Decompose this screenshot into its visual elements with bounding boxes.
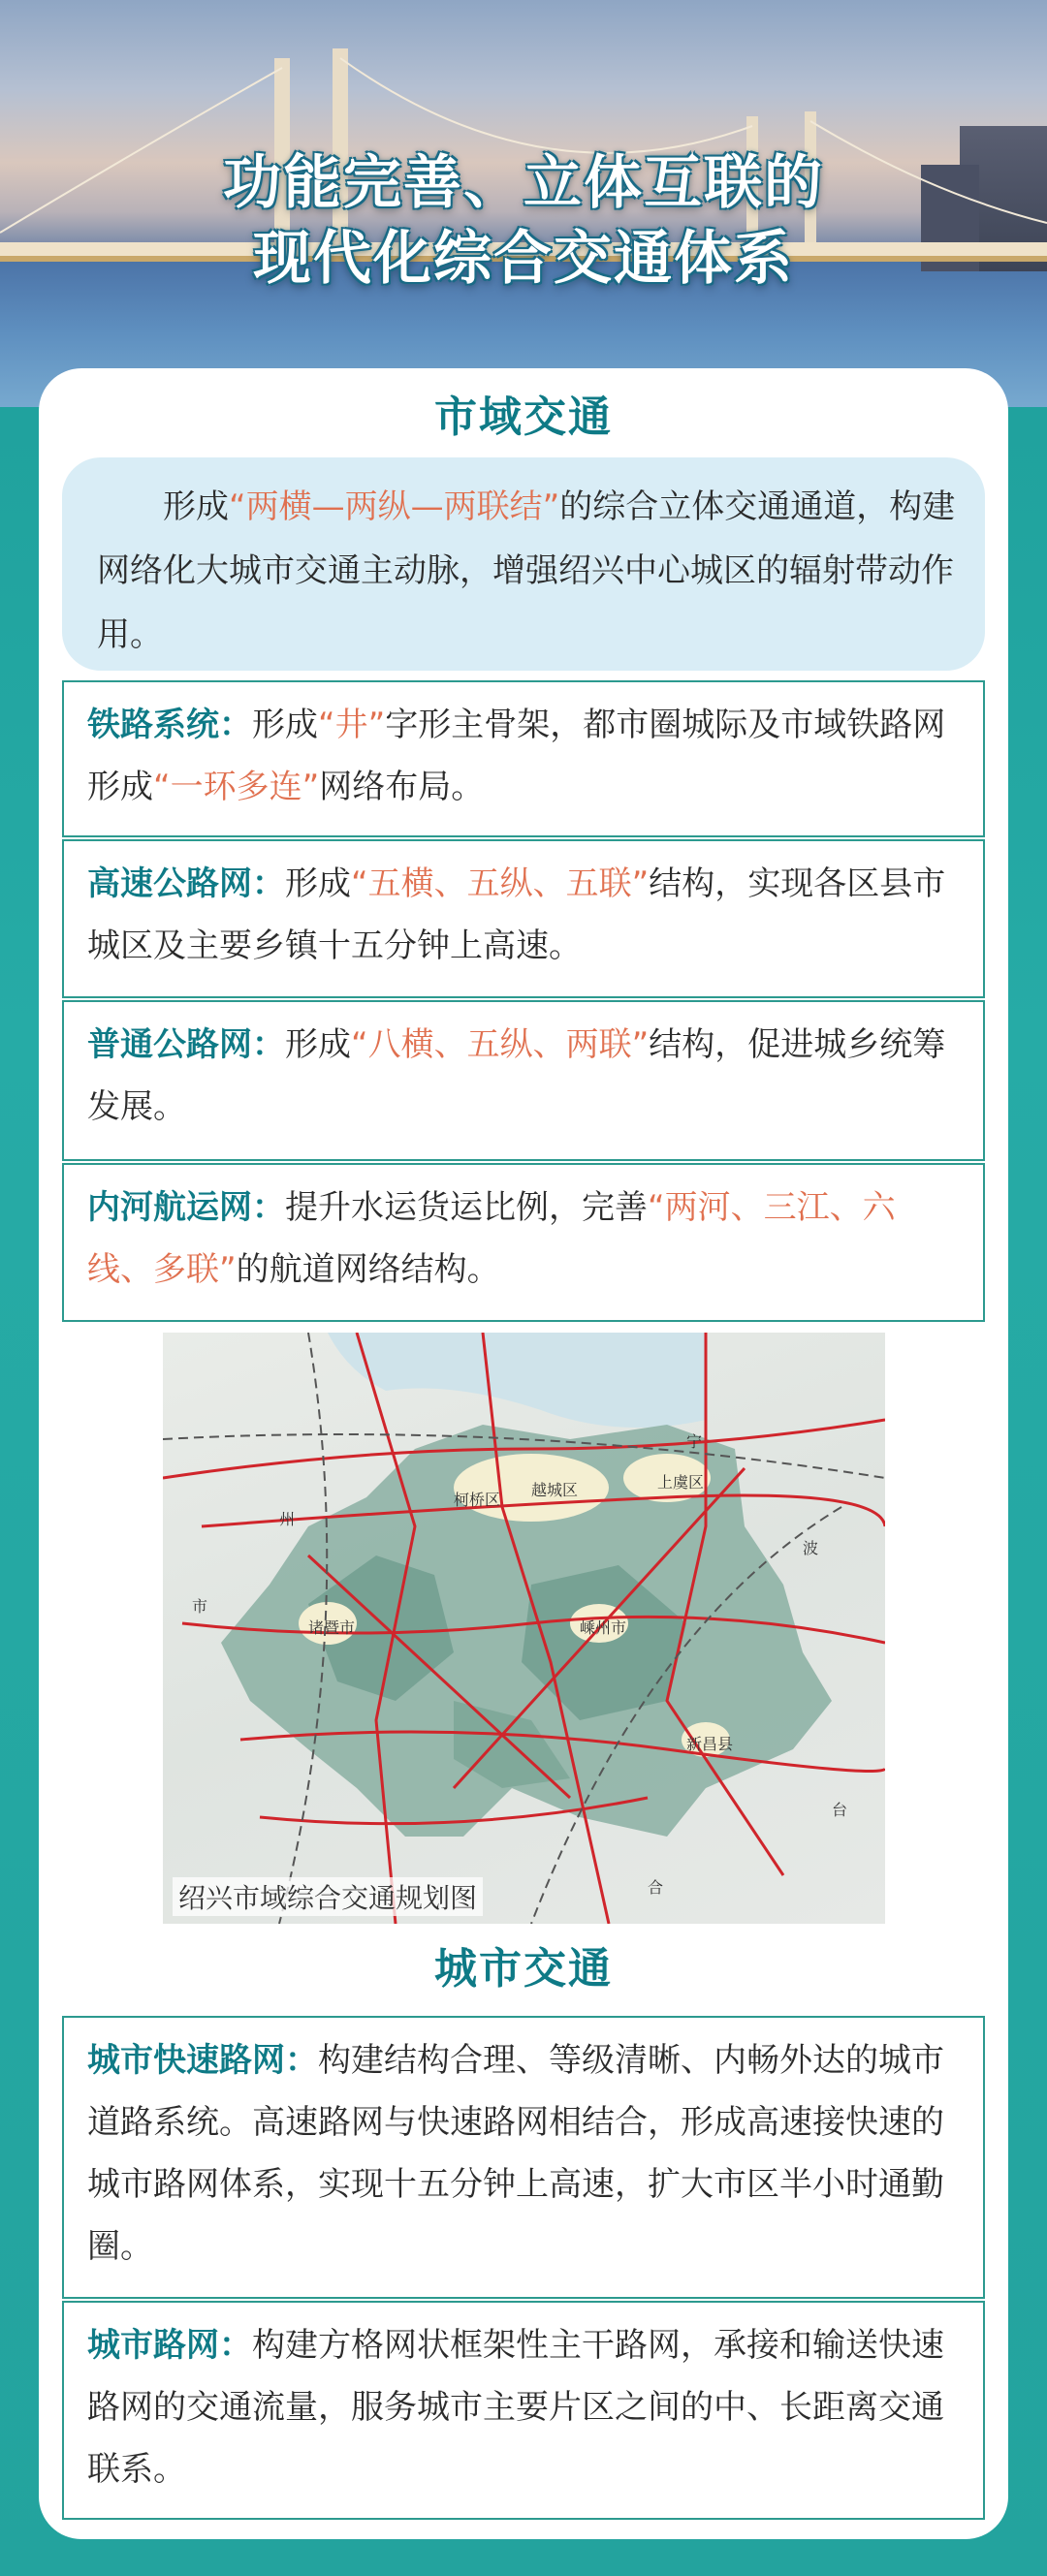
map-graphic	[163, 1333, 885, 1924]
inland-waterway-box	[62, 1163, 985, 1322]
map-label: 新昌县	[686, 1735, 734, 1753]
map-label: 合	[648, 1878, 664, 1897]
hero-banner	[0, 0, 1047, 407]
item-lead: 内河航运网：	[87, 1188, 285, 1227]
map-label: 柯桥区	[454, 1491, 501, 1509]
item-highlight: “两河、三江、六线、多联”	[87, 1188, 896, 1289]
urban-expressway-box	[62, 2016, 985, 2299]
map-label: 越城区	[531, 1481, 579, 1499]
item-text: 构建结构合理、等级清晰、内畅外达的城市道路系统。高速路网与快速路网相结合，形成高速接快速的城市路网体系，实现十五分钟上高速，扩大市区半小时通勤圈。	[87, 2041, 944, 2266]
item-text: 构建方格网状框架性主干路网，承接和输送快速路网的交通流量，服务城市主要片区之间的中、长距离交通联系。	[87, 2326, 944, 2489]
item-lead: 铁路系统：	[87, 706, 252, 744]
intro-text-before: 形成	[163, 487, 229, 526]
map-label: 上虞区	[657, 1473, 705, 1492]
map-label: 州	[279, 1510, 296, 1528]
urban-road-network-box	[62, 2301, 985, 2520]
item-text: 形成	[285, 864, 351, 903]
item-text: 形成	[285, 1025, 351, 1064]
section-title-city-region: 市域交通	[434, 393, 613, 442]
intro-highlight: “两横—两纵—两联结”	[229, 487, 560, 526]
map-label: 诸暨市	[308, 1618, 356, 1637]
item-lead: 城市路网：	[87, 2326, 252, 2365]
item-text: 结构，促进城乡统筹发展。	[87, 1025, 946, 1126]
item-highlight: “五横、五纵、五联”	[351, 864, 650, 903]
ordinary-road-network-box	[62, 1000, 985, 1161]
map-label: 台	[832, 1801, 848, 1819]
transport-plan-map	[163, 1333, 885, 1924]
section-title-urban: 城市交通	[434, 1944, 613, 1994]
map-label: 市	[192, 1597, 208, 1616]
map-label: 嵊州市	[580, 1618, 627, 1637]
content-card	[39, 368, 1008, 2539]
item-text: 的航道网络结构。	[236, 1250, 500, 1289]
map-label: 波	[803, 1539, 819, 1557]
page-title-line1: 功能完善、立体互联的	[223, 149, 824, 217]
page-title	[0, 145, 1047, 297]
map-label: 宁	[686, 1432, 703, 1451]
item-highlight: “一环多连”	[153, 768, 320, 806]
item-lead: 城市快速路网：	[87, 2041, 318, 2080]
expressway-network-box	[62, 839, 985, 998]
item-text: 结构，实现各区县市城区及主要乡镇十五分钟上高速。	[87, 864, 946, 965]
railway-system-box	[62, 680, 985, 837]
item-text: 形成	[252, 706, 318, 744]
page-title-line2: 现代化综合交通体系	[253, 225, 794, 293]
intro-text-after: 的综合立体交通通道，构建网络化大城市交通主动脉，增强绍兴中心城区的辐射带动作用。	[97, 487, 956, 654]
item-text: 字形主骨架，都市圈城际及市域铁路网形成	[87, 706, 946, 806]
item-highlight: “八横、五纵、两联”	[351, 1025, 650, 1064]
item-highlight: “井”	[318, 706, 386, 744]
intro-paragraph	[62, 457, 985, 671]
item-lead: 普通公路网：	[87, 1025, 285, 1064]
item-lead: 高速公路网：	[87, 864, 285, 903]
item-text: 网络布局。	[319, 768, 485, 806]
item-text: 提升水运货运比例，完善	[285, 1188, 648, 1227]
map-caption: 绍兴市域综合交通规划图	[173, 1877, 483, 1916]
